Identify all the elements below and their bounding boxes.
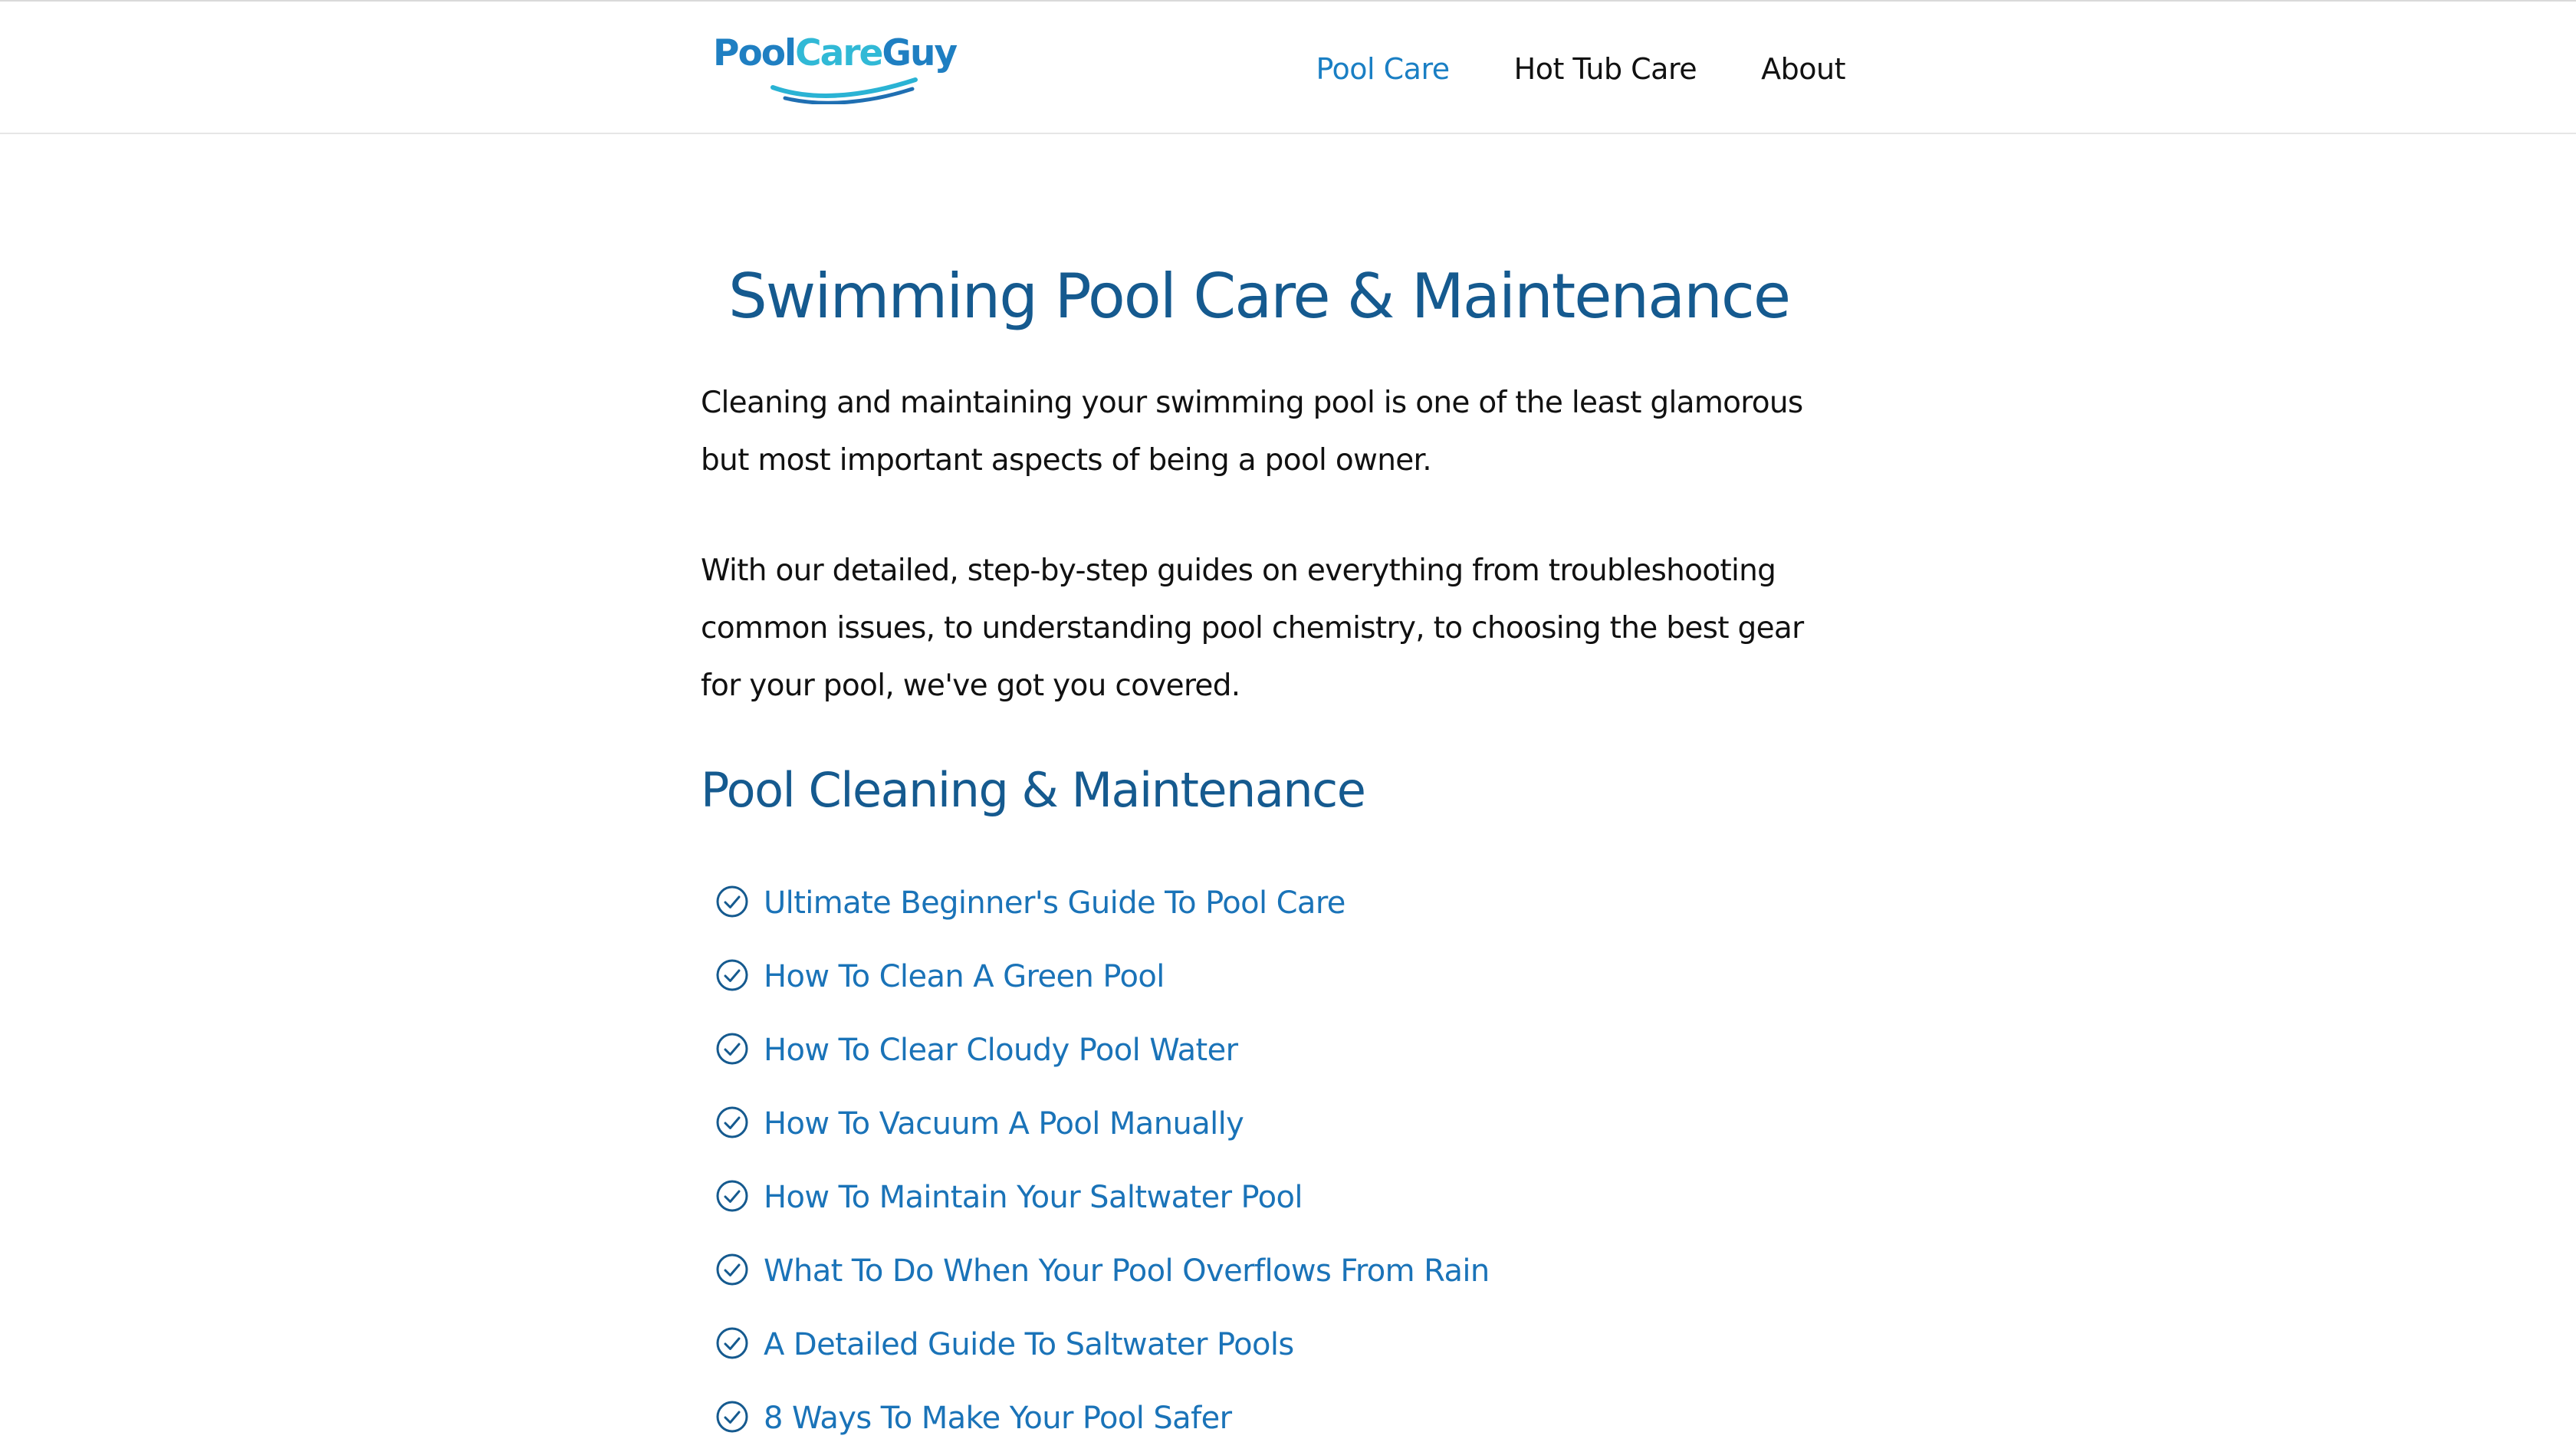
guide-link-list (701, 884, 1490, 1452)
logo-wordmark (713, 32, 957, 74)
nav-hot-tub-care[interactable]: Hot Tub Care (1513, 51, 1697, 86)
logo-word-guy: Guy (882, 32, 957, 74)
check-circle-icon (715, 1178, 750, 1214)
guide-link[interactable]: How To Clear Cloudy Pool Water (764, 1033, 1238, 1068)
check-circle-icon (715, 1031, 750, 1066)
list-item (701, 884, 1490, 958)
site-logo[interactable] (699, 29, 957, 106)
main-nav (1316, 2, 1845, 136)
check-circle-icon (715, 1252, 750, 1287)
intro-paragraph-2: With our detailed, step-by-step guides on everything from troubleshooting common issues, to understanding pool chemistry, to choosing the best gear for your pool, we've got you covered. (701, 554, 1804, 703)
list-item (701, 958, 1490, 1031)
guide-link[interactable]: 8 Ways To Make Your Pool Safer (764, 1401, 1232, 1436)
section-heading: Pool Cleaning & Maintenance (701, 762, 1365, 818)
list-item (701, 1326, 1490, 1399)
list-item (701, 1252, 1490, 1326)
check-circle-icon (715, 1399, 750, 1434)
guide-link[interactable]: How To Maintain Your Saltwater Pool (764, 1180, 1303, 1215)
check-circle-icon (715, 1326, 750, 1361)
guide-link[interactable]: Ultimate Beginner's Guide To Pool Care (764, 885, 1346, 921)
guide-link[interactable]: What To Do When Your Pool Overflows From Rain (764, 1253, 1490, 1289)
guide-link[interactable]: A Detailed Guide To Saltwater Pools (764, 1327, 1294, 1362)
guide-link[interactable]: How To Vacuum A Pool Manually (764, 1106, 1244, 1142)
guide-link[interactable]: How To Clean A Green Pool (764, 959, 1165, 994)
list-item (701, 1399, 1490, 1452)
check-circle-icon (715, 884, 750, 919)
list-item (701, 1178, 1490, 1252)
list-item (701, 1031, 1490, 1105)
logo-word-pool: Pool (713, 32, 796, 74)
list-item (701, 1105, 1490, 1178)
logo-word-care: Care (795, 32, 882, 74)
logo-waves-icon (770, 77, 923, 104)
nav-pool-care[interactable]: Pool Care (1316, 51, 1450, 86)
check-circle-icon (715, 1105, 750, 1140)
intro-paragraph-1: Cleaning and maintaining your swimming pool is one of the least glamorous but most important aspects of being a pool owner. (701, 386, 1803, 478)
site-header (0, 0, 2576, 134)
check-circle-icon (715, 958, 750, 993)
page-title: Swimming Pool Care & Maintenance (728, 261, 1790, 332)
nav-about[interactable]: About (1761, 51, 1845, 86)
